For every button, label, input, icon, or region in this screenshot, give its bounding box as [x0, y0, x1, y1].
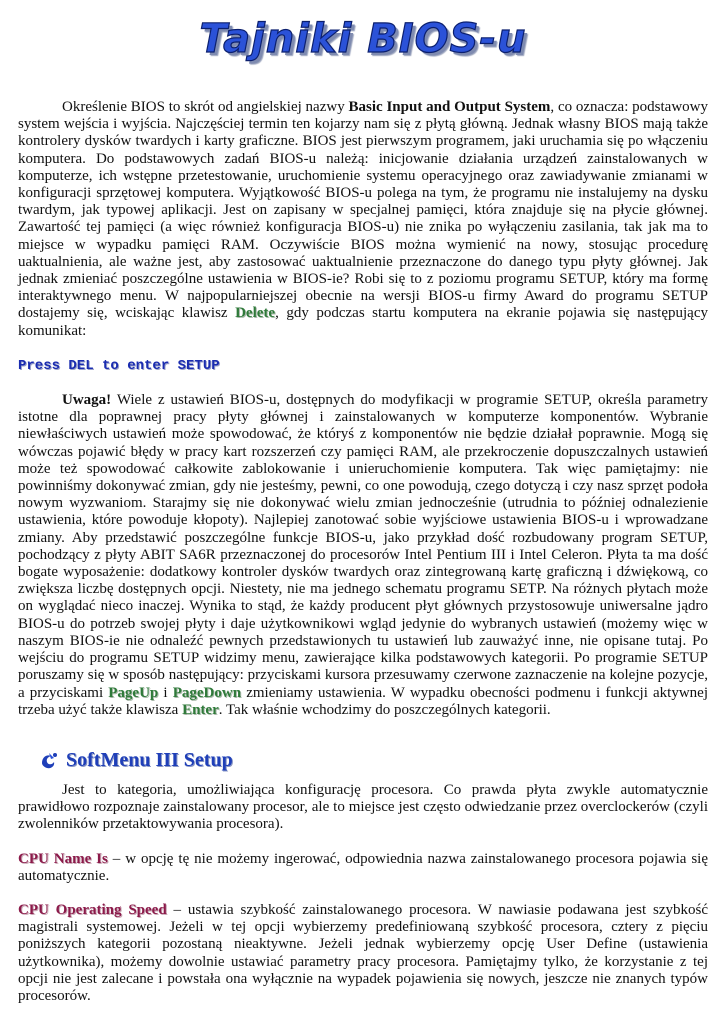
title-banner — [18, 0, 708, 78]
delete-key-label: Delete — [235, 305, 276, 322]
section-heading-text: SoftMenu III Setup — [66, 748, 233, 771]
cpu-name-paragraph — [18, 851, 708, 885]
section-heading — [38, 749, 708, 772]
warning-paragraph — [18, 392, 708, 719]
warning-text-3: . Tak właśnie wchodzimy do poszczególnych kategorii. — [218, 701, 551, 718]
intro-bold-term: Basic Input and Output System — [348, 99, 551, 115]
ornament-bullet-icon — [38, 749, 60, 771]
cpu-name-term: CPU Name Is — [18, 850, 108, 867]
pageup-key-label: PageUp — [108, 684, 159, 701]
intro-text-2: , co oznacza: podstawowy system wejścia i wyjścia. Najczęściej termin ten kojarzy nam się z płytą główną. Jednak własny BIOS mają także kontrolery dysków twardych i karty graficzne. BIOS jest pierwszym programem, jaki uruchamia się po włączeniu komputera. Do podstawowych zadań BIOS-u należą: inicjowanie działania urządzeń zainstalowanych w komputerze, ich wstępne przetestowanie, uruchomienie systemu operacyjnego oraz zawiadywanie zmianami w konfiguracji sprzętowej komputera. Wyjątkowość BIOS-u polega na tym, że programu nie instalujemy na dysku twardym, jak typowej aplikacji. Jest on zapisany w specjalnej pamięci, która znajduje się na płycie głównej. Zawartość tej pamięci (a więc również konfiguracja BIOS-u) nie znika po wyłączeniu zasilania, tak jak ma to miejsce w wypadku pamięci RAM. Oczywiście BIOS można wymienić na nowy, stosując procedurę uaktualnienia, ale ważne jest, aby zastosować uaktualnienie przeznaczone do danego typu płyty głównej. Jak jednak zmieniać poszczególne ustawienia w BIOS-ie? Robi się to z poziomu programu SETUP, który ma formę interaktywnego menu. W najpopularniejszej obecnie na wersji BIOS-u firmy Award do programu SETUP dostajemy się, wciskając klawisz — [18, 99, 708, 322]
warning-label: Uwaga! — [62, 392, 112, 409]
intro-paragraph — [18, 99, 708, 340]
warning-text-1: Wiele z ustawień BIOS-u, dostępnych do modyfikacji w programie SETUP, określa parametry istotne dla poprawnej pracy płyty głównej i zainstalowanych w komputerze komponentów. Wybranie niewłaściwych ustawień może spowodować, że któryś z komponentów nie będzie działał poprawnie. Mogą się wówczas pojawić błędy w pracy kart rozszerzeń czy pamięci RAM, ale przekroczenie dopuszczalnych ustawień może też spowodować całkowite zablokowanie i unieruchomienie komputera. Tak więc pamiętajmy: nie powinniśmy dokonywać zmian, gdy nie jesteśmy, pewni, co one powodują, czego dotyczą i czy nasz sprzęt podoła nowym wyzwaniom. Starajmy się nie dokonywać wielu zmian jednocześnie (utrudnia to później odnalezienie ustawienia, które powoduje kłopoty). Najlepiej zanotować sobie wyjściowe ustawienia BIOS-u i wprowadzane zmiany. Aby przedstawić poszczególne funkcje BIOS-u, jako przykład dość rozbudowany program SETUP, pochodzący z płyty ABIT SA6R przeznaczonej do procesorów Intel Pentium III i Intel Celeron. Płyta ta ma dość bogate wyposażenie: dodatkowy kontroler dysków twardych oraz zintegrowaną kartę graficzną i dźwiękową, co zwiększa liczbę dostępnych opcji. Niestety, nie ma jednego schematu programu SETP. Na różnych płytach może on wyglądać nieco inaczej. Wynika to stąd, że każdy producent płyt głównych przystosowuje uniwersalne jądro BIOS-u do potrzeb swojej płyty i daje użytkownikowi wgląd jedynie do wybranych ustawień (możemy więc w naszym BIOS-ie nie odnaleźć pewnych przedstawionych tu ustawień lub zauważyć inne, nie opisane tutaj. Po wejściu do programu SETUP widzimy menu, zawierające kilka podstawowych kategorii. Po programie SETUP poruszamy się w sposób następujący: przyciskami kursora przesuwamy czerwone zaznaczenie na kolejne pozycje, a przyciskami — [18, 392, 708, 701]
enter-key-label: Enter — [182, 701, 219, 718]
page-title: Tajniki BIOS-u — [199, 16, 527, 62]
section-intro-paragraph: Jest to kategoria, umożliwiająca konfigurację procesora. Co prawda płyta zwykle automatycznie prawidłowo rozpoznaje zainstalowany procesor, ale to miejsce jest często odwiedzanie przez overclockerów (czyli zwolenników przetaktowywania procesora). — [18, 781, 708, 833]
pagedown-key-label: PageDown — [172, 684, 242, 701]
document-page — [18, 0, 708, 1005]
warning-text-2: zmieniamy ustawienia. W wypadku obecności podmenu i funkcji aktywnej trzeba użyć także klawisza — [18, 684, 708, 718]
cpu-name-text: – w opcję tę nie możemy ingerować, odpowiednia nazwa zainstalowanego procesora pojawia się automatycznie. — [18, 850, 708, 884]
warning-and: i — [158, 684, 173, 701]
cpu-speed-paragraph — [18, 902, 708, 1005]
intro-text-1: Określenie BIOS to skrót od angielskiej nazwy — [62, 99, 349, 115]
cpu-speed-text: – ustawia szybkość zainstalowanego procesora. W nawiasie podawana jest szybkość magistrali systemowej. Jeżeli w tej opcji wybierzemy predefiniowaną szybkość procesora, cztery z pięciu poniższych kategorii pozostaną nieaktywne. Jeżeli jednak wybierzemy opcję User Define (ustawienia użytkownika), możemy dowolnie ustawiać parametry pracy procesora. Pamiętajmy tylko, że korzystanie z tej opcji nie jest zalecane i powstała ona wyłącznie na wypadek pojawienia się nowych, jeszcze nie znanych typów procesorów. — [18, 901, 709, 1004]
setup-message: Press DEL to enter SETUP — [18, 357, 220, 374]
cpu-speed-term: CPU Operating Speed — [18, 901, 167, 918]
intro-text-3: , gdy podczas startu komputera na ekranie pojawia się następujący komunikat: — [18, 305, 708, 339]
